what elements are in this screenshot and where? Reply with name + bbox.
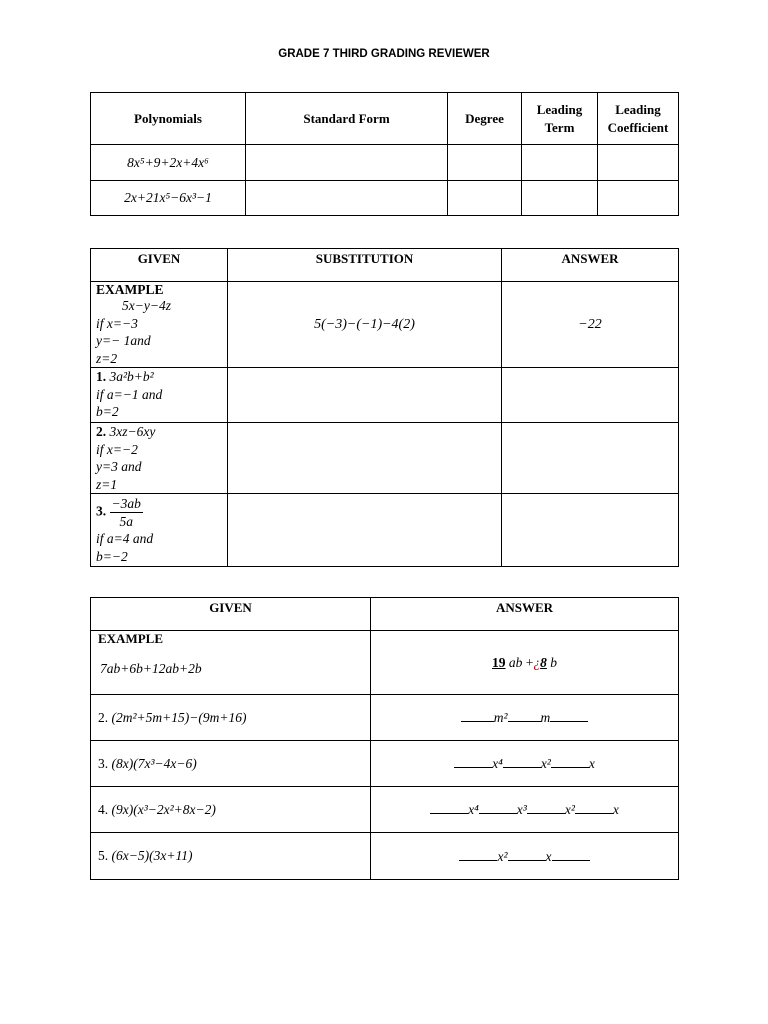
item-number: 4. bbox=[98, 801, 109, 817]
condition: if a=4 and bbox=[96, 531, 154, 546]
fraction-denominator: 5a bbox=[119, 514, 133, 529]
answer-blank[interactable] bbox=[575, 801, 613, 814]
col-header-answer: ANSWER bbox=[371, 598, 679, 631]
page-title: GRADE 7 THIRD GRADING REVIEWER bbox=[278, 48, 490, 60]
given-expression: 3a²b+b² bbox=[109, 369, 154, 384]
item-number: 1. bbox=[96, 369, 107, 384]
answer-blank[interactable] bbox=[551, 755, 589, 768]
glyph-char: ¿ bbox=[533, 654, 541, 670]
answer-term: m bbox=[540, 710, 551, 725]
answer-blank[interactable] bbox=[461, 709, 494, 722]
answer-cell: −22 bbox=[502, 282, 679, 368]
answer-term: x⁴ bbox=[468, 802, 479, 817]
given-cell bbox=[91, 787, 371, 833]
table-row bbox=[91, 741, 679, 787]
given-cell bbox=[91, 494, 228, 567]
given-expression: (9x)(x³−2x²+8x−2) bbox=[111, 801, 216, 817]
condition: b=2 bbox=[96, 404, 119, 419]
substitution-cell: 5(−3)−(−1)−4(2) bbox=[228, 282, 502, 368]
given-expression: (8x)(7x³−4x−6) bbox=[111, 755, 197, 771]
answer-variable: b bbox=[550, 654, 557, 670]
leading-coefficient-input-cell[interactable] bbox=[598, 145, 679, 181]
answer-blank[interactable] bbox=[479, 801, 517, 814]
answer-coefficient: 19 bbox=[492, 654, 506, 670]
answer-blanks bbox=[371, 833, 679, 880]
substitution-input-cell[interactable] bbox=[228, 494, 502, 567]
given-expression: (6x−5)(3x+11) bbox=[111, 848, 193, 863]
answer-blank[interactable] bbox=[552, 848, 590, 861]
table-row bbox=[91, 833, 679, 880]
given-cell bbox=[91, 631, 371, 695]
item-number: 2. bbox=[96, 424, 107, 439]
table-row bbox=[91, 423, 679, 494]
table-row bbox=[91, 145, 679, 181]
plus-sign: + bbox=[525, 654, 534, 670]
answer-variable: ab bbox=[508, 654, 523, 670]
item-number: 2. bbox=[98, 709, 109, 725]
col-header-degree: Degree bbox=[448, 93, 522, 145]
condition: if x=−2 bbox=[96, 441, 138, 457]
given-cell bbox=[91, 695, 371, 741]
answer-term: x bbox=[545, 848, 552, 864]
table-row bbox=[91, 181, 679, 216]
answer-term: m² bbox=[493, 710, 508, 725]
answer-coefficient: 8 bbox=[540, 654, 547, 670]
answer-blank[interactable] bbox=[550, 709, 588, 722]
operations-table bbox=[90, 597, 679, 880]
condition: if x=−3 bbox=[96, 315, 138, 331]
given-cell bbox=[91, 833, 371, 880]
condition: z=1 bbox=[96, 476, 118, 492]
col-header-answer: ANSWER bbox=[502, 249, 679, 282]
condition: z=2 bbox=[96, 350, 118, 366]
col-header-standard-form: Standard Form bbox=[246, 93, 448, 145]
answer-blanks bbox=[371, 695, 679, 741]
given-cell bbox=[91, 282, 228, 368]
table-row bbox=[91, 787, 679, 833]
standard-form-input-cell[interactable] bbox=[246, 181, 448, 216]
given-cell bbox=[91, 741, 371, 787]
leading-term-input-cell[interactable] bbox=[522, 181, 598, 216]
answer-term: x² bbox=[540, 756, 551, 771]
answer-blank[interactable] bbox=[430, 801, 468, 814]
given-expression: (2m²+5m+15)−(9m+16) bbox=[111, 709, 247, 725]
col-header-given: GIVEN bbox=[91, 249, 228, 282]
substitution-input-cell[interactable] bbox=[228, 368, 502, 423]
answer-term: x² bbox=[497, 848, 508, 864]
standard-form-input-cell[interactable] bbox=[246, 145, 448, 181]
answer-blanks bbox=[371, 787, 679, 833]
table-header-row bbox=[91, 598, 679, 631]
condition: b=−2 bbox=[96, 548, 128, 564]
answer-input-cell[interactable] bbox=[502, 494, 679, 567]
fraction-numerator: −3ab bbox=[111, 496, 141, 511]
answer-input-cell[interactable] bbox=[502, 368, 679, 423]
example-row bbox=[91, 631, 679, 695]
answer-term: x bbox=[612, 802, 619, 817]
col-header-polynomials: Polynomials bbox=[91, 93, 246, 145]
condition: y=3 and bbox=[96, 459, 142, 474]
given-cell bbox=[91, 423, 228, 494]
polynomial-cell: 8x⁵+9+2x+4x⁶ bbox=[91, 145, 246, 181]
condition: if a=−1 and bbox=[96, 386, 163, 402]
item-number: 3. bbox=[96, 503, 107, 519]
answer-term: x³ bbox=[516, 802, 527, 817]
leading-term-input-cell[interactable] bbox=[522, 145, 598, 181]
item-number: 3. bbox=[98, 755, 109, 771]
answer-term: x⁴ bbox=[492, 756, 503, 771]
leading-coefficient-input-cell[interactable] bbox=[598, 181, 679, 216]
answer-cell bbox=[371, 631, 679, 695]
col-header-substitution: SUBSTITUTION bbox=[228, 249, 502, 282]
table-header-row bbox=[91, 93, 679, 145]
item-number: 5. bbox=[98, 848, 109, 863]
answer-blank[interactable] bbox=[459, 848, 497, 861]
fraction bbox=[110, 495, 143, 530]
answer-blank[interactable] bbox=[503, 755, 541, 768]
polynomial-cell: 2x+21x⁵−6x³−1 bbox=[91, 181, 246, 216]
answer-input-cell[interactable] bbox=[502, 423, 679, 494]
degree-input-cell[interactable] bbox=[448, 181, 522, 216]
col-header-leading-coefficient: Leading Coefficient bbox=[598, 93, 679, 145]
given-expression: 3xz−6xy bbox=[109, 424, 156, 439]
given-expression: 7ab+6b+12ab+2b bbox=[100, 661, 202, 676]
answer-blank[interactable] bbox=[508, 848, 546, 861]
answer-blank[interactable] bbox=[508, 709, 541, 722]
answer-blank[interactable] bbox=[527, 801, 565, 814]
polynomial-table bbox=[90, 92, 679, 216]
table-row bbox=[91, 494, 679, 567]
table-row bbox=[91, 695, 679, 741]
substitution-table bbox=[90, 248, 679, 567]
answer-blank[interactable] bbox=[454, 755, 492, 768]
table-header-row bbox=[91, 249, 679, 282]
example-label: EXAMPLE bbox=[96, 282, 164, 297]
answer-term: x² bbox=[564, 802, 575, 817]
col-header-given: GIVEN bbox=[91, 598, 371, 631]
degree-input-cell[interactable] bbox=[448, 145, 522, 181]
example-label: EXAMPLE bbox=[98, 631, 163, 646]
given-cell bbox=[91, 368, 228, 423]
example-row bbox=[91, 282, 679, 368]
col-header-leading-term: Leading Term bbox=[522, 93, 598, 145]
answer-term: x bbox=[588, 756, 595, 771]
table-row bbox=[91, 368, 679, 423]
answer-blanks bbox=[371, 741, 679, 787]
substitution-input-cell[interactable] bbox=[228, 423, 502, 494]
given-expression: 5x−y−4z bbox=[122, 298, 171, 313]
condition: y=− 1and bbox=[96, 333, 151, 348]
